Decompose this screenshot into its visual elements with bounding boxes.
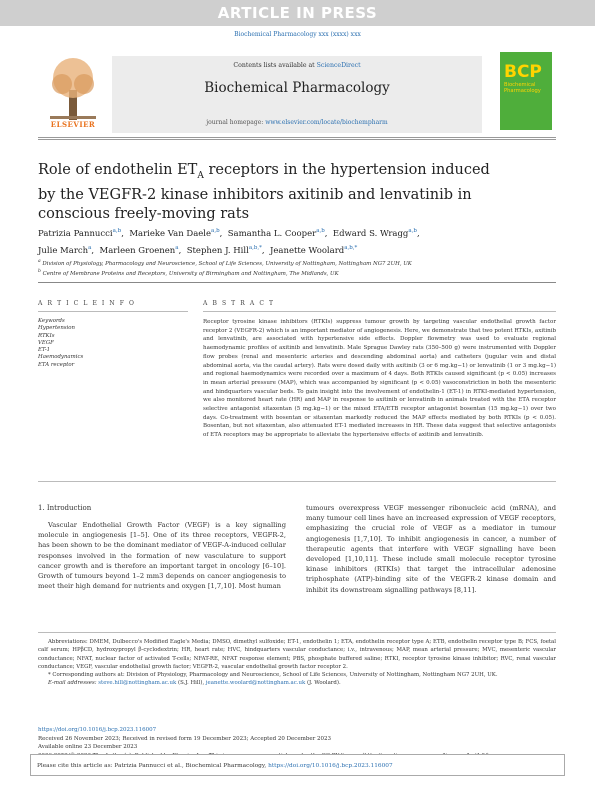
header-rule-2	[38, 139, 556, 140]
homepage-link[interactable]: www.elsevier.com/locate/biochempharm	[265, 119, 388, 126]
article-info-heading: A R T I C L E I N F O	[38, 300, 136, 307]
keyword: RTKIs	[38, 332, 55, 339]
author[interactable]: Samantha L. Cooper$^{a,b}$	[227, 228, 325, 239]
author[interactable]: Stephen J. Hill$^{a,b,*}$	[186, 244, 262, 256]
keyword: VEGF	[38, 339, 54, 346]
abstract-rule	[203, 311, 556, 312]
email-link-hill[interactable]: steve.hill@nottingham.ac.uk	[98, 680, 177, 687]
keyword: Haemodynamics	[38, 354, 84, 361]
introduction-heading: 1. Introduction	[38, 504, 92, 512]
cover-subtitle-1: Biochemical	[504, 82, 536, 88]
cite-doi-link[interactable]: https://doi.org/10.1016/j.bcp.2023.116007	[268, 763, 393, 769]
email-name-hill: (S.J. Hill),	[177, 680, 205, 687]
email-label: E-mail addresses:	[48, 680, 97, 687]
keyword: ETA receptor	[38, 361, 75, 368]
doi-link[interactable]: https://doi.org/10.1016/j.bcp.2023.116007	[38, 727, 157, 733]
author-list: Patrizia Pannucci$^{a,b}$, Marieke Van Daele$^{a,b}$, Samantha L. Cooper$^{a,b}$, Edward S. Wragg$^{a,b}$, Julie March$^a$, Marleen Groenen$^a$, Stephen J. Hill$^{a,b,*}$, Jeanette Woolard$^{a,b,*}$	[38, 228, 420, 256]
article-in-press-banner: ARTICLE IN PRESS	[0, 0, 595, 26]
elsevier-wordmark: ELSEVIER	[50, 120, 96, 129]
intro-right-column: tumours overexpress VEGF messenger ribonucleic acid (mRNA), and many tumour cell lines have an increased expression of VEGF receptors, emphasizing the crucial role of VEGF as a mediator in tumour angiogenesis [1,7,10]. To inhibit angiogenesis in cancer, a number of therapeutic agents that interfere with VEGF signalling have been developed [1,10,11]. These include small molecule receptor tyrosine kinase inhibitors (RTKIs) that target the intracellular adenosine triphosphate (ATP)-binding site of the VEGFR-2 kinase domain and inhibit its downstream signalling pathways [8,11].	[306, 504, 556, 594]
received-dates: Received 26 November 2023; Received in revised form 19 December 2023; Accepted 20 December 2023	[38, 735, 331, 742]
keyword: ET-1	[38, 347, 51, 354]
contents-line	[112, 62, 482, 69]
abstract-text: Receptor tyrosine kinase inhibitors (RTKIs) suppress tumour growth by targeting vascular endothelial growth factor receptor 2 (VEGFR-2) which is an important mediator of angiogenesis. Here, we demonstrate that two potent RTKIs, axitinib and lenvatinib, are associated with hypertensive side effects. Doppler flowmetry was used to evaluate regional haemodynamic profiles of axitinib and lenvatinib. Male Sprague Dawley rats (350–500 g) were instrumented with Doppler flow probes (renal and mesenteric arteries and descending abdominal aorta) and catheters (jugular vein and distal abdominal aorta, via the caudal artery). Rats were dosed daily with axitinib (3 or 6 mg.kg−1) or lenvatinib (1 or 3 mg.kg−1) and regional haemodynamics were recorded over a maximum of 4 days. Both RTKIs caused significant (p < 0.05) increases in mean arterial pressure (MAP), which was accompanied by significant (p < 0.05) vasoconstriction in both the mesenteric and hindquarters vascular beds. To gain insight into the involvement of endothelin-1 (ET-1) in RTKI-mediated hypertension, we also monitored heart rate (HR) and MAP in response to axitinib or lenvatinib in animals treated with the ETA receptor selective antagonist sitaxentan (5 mg.kg−1) or the mixed ETA/ETB receptor antagonist bosentan (15 mg.kg−1) over two days. Co-treatment with bosentan or sitaxentan markedly reduced the MAP effects mediated by both RTKIs (p < 0.05). Bosentan, but not sitaxentan, also attenuated ET-1 mediated increases in HR. These data suggest that selective antagonists of ETA receptors may be appropriate to alleviate the hypertensive effects of axitinib and lenvatinib.	[203, 319, 556, 439]
cover-subtitle-2: Pharmacology	[504, 88, 541, 94]
journal-cover-thumbnail[interactable]	[500, 52, 552, 130]
abstract-heading: A B S T R A C T	[203, 300, 275, 307]
contents-prefix: Contents lists available at	[233, 62, 315, 69]
abbreviations: Abbreviations: DMEM, Dulbecco's Modified Eagle's Media; DMSO, dimethyl sulfoxide; ET-1, endothelin 1; ETA, endothelin receptor type A; ETB, endothelin receptor type B; FCS, foetal calf serum; HPβCD, hydroxypropyl β-cyclodextrin; HR, heart rate; HVC, hindquarters vascular conductance; i.v., intravenous; MAP, mean arterial pressure; MVC, mesenteric vascular conductance; NFAT, nuclear factor of activated T-cells; NFAT-RE, NFAT response element; PBS, phosphate buffered saline; RTKI, receptor tyrosine kinase inhibitor; RVC, renal vascular conductance; VEGF, vascular endothelial growth factor; VEGFR-2, vascular endothelial growth factor receptor 2.	[38, 639, 556, 670]
section-rule	[38, 282, 556, 283]
email-line	[38, 679, 556, 687]
abstract-end-rule	[38, 481, 556, 482]
affiliations	[38, 258, 558, 279]
title-part2: receptors in the hypertension induced by the VEGFR-2 kinase inhibitors axitinib and lenvatinib in conscious freely-moving rats	[38, 162, 490, 222]
article-title	[38, 161, 508, 224]
author[interactable]: Patrizia Pannucci$^{a,b}$	[38, 228, 122, 239]
elsevier-tree-logo	[40, 52, 106, 130]
affiliation-a: $^a$ Division of Physiology, Pharmacology and Neuroscience, School of Life Sciences, University of Nottingham, Nottingham NG7 2UH, UK	[38, 259, 412, 267]
email-link-woolard[interactable]: jeanette.woolard@nottingham.ac.uk	[205, 680, 306, 687]
keyword: Hypertension	[38, 325, 76, 332]
footnote-rule	[38, 632, 556, 633]
journal-title[interactable]: Biochemical Pharmacology	[204, 80, 390, 96]
article-info-rule	[38, 311, 188, 312]
cite-text: Please cite this article as: Patrizia Pannucci et al., Biochemical Pharmacology,	[37, 763, 269, 769]
intro-left-column: Vascular Endothelial Growth Factor (VEGF) is a key signalling molecule in angiogenesis [1–5]. One of its three receptors, VEGFR-2, has been shown to be the dominant mediator of VEGF-A-induced cellular responses involved in the formation of new vasculature to support cancer growth and is therefore an important target in oncology [6–10]. Growth of tumours beyond 1–2 mm3 depends on cancer angiogenesis to meet their high demand for nutrients and oxygen [1,7,10]. Most human	[38, 521, 286, 591]
sciencedirect-link[interactable]: ScienceDirect	[316, 62, 361, 69]
author[interactable]: Julie March$^a$	[38, 244, 92, 256]
header-rule	[38, 137, 556, 138]
email-name-woolard: (J. Woolard).	[306, 680, 341, 687]
cover-acronym: BCP	[504, 62, 542, 82]
author[interactable]: Jeanette Woolard$^{a,b,*}$	[269, 244, 358, 256]
available-online: Available online 23 December 2023	[38, 744, 138, 750]
homepage-prefix: journal homepage:	[206, 119, 264, 126]
affiliation-b: $^b$ Centre of Membrane Proteins and Receptors, University of Birmingham and Nottingham, The Midlands, UK	[38, 269, 339, 278]
journal-citation-link[interactable]: Biochemical Pharmacology xxx (xxxx) xxx	[234, 31, 361, 38]
title-part1: Role of endothelin ET	[38, 162, 198, 178]
author[interactable]: Marieke Van Daele$^{a,b}$	[129, 228, 220, 239]
keywords-block	[38, 318, 188, 369]
cite-this-article-box	[30, 754, 565, 776]
footnotes	[38, 638, 556, 688]
author[interactable]: Edward S. Wragg$^{a,b}$	[332, 228, 417, 239]
keywords-label: Keywords	[38, 318, 65, 324]
title-subscript: A	[197, 170, 204, 181]
corresponding-authors: * Corresponding authors at: Division of Physiology, Pharmacology and Neuroscience, School of Life Sciences, University of Nottingham, Nottingham NG7 2UH, UK.	[48, 672, 498, 679]
journal-homepage	[112, 119, 482, 126]
author[interactable]: Marleen Groenen$^a$	[99, 244, 179, 256]
